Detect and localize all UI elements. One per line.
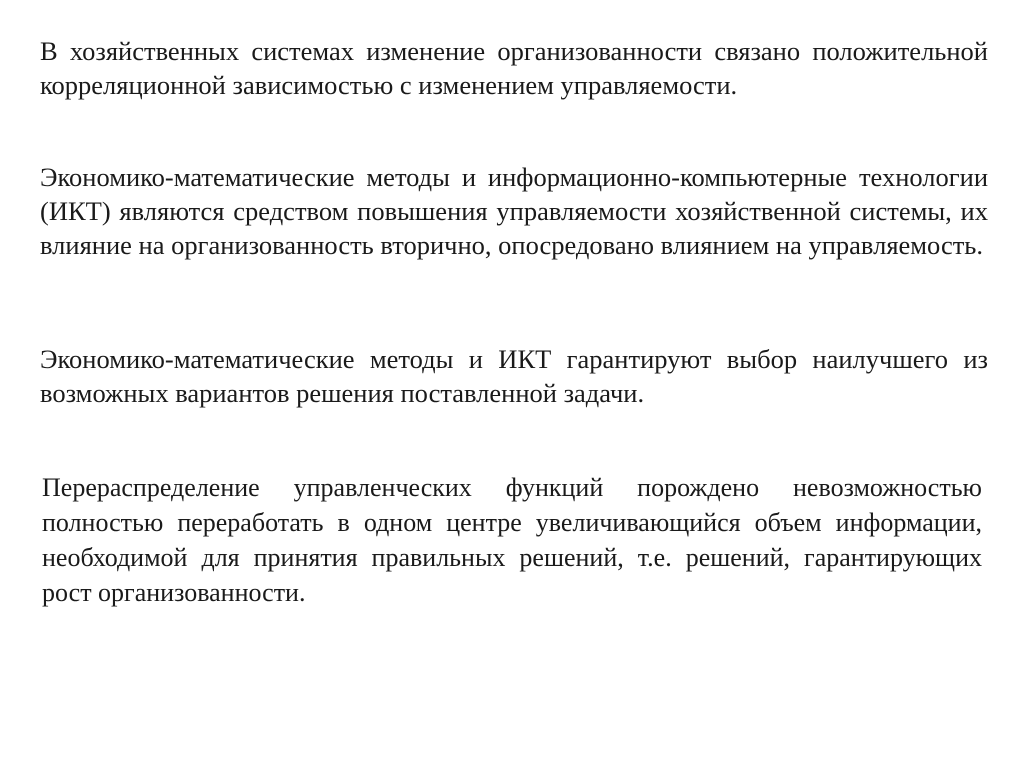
paragraph-methods-ict: Экономико-математические методы и информационно-компьютерные технологии (ИКТ) являются средством повышения управляемости хозяйственной системы, их влияние на организованность вторично, опосредовано влиянием на управляемость.	[40, 162, 988, 260]
paragraph-redistribution-functions: Перераспределение управленческих функций порождено невозможностью полностью переработать в одном центре увеличивающийся объем информации, необходимой для принятия правильных решений, т.е. решений, гарантирующих рост организованности.	[42, 473, 982, 607]
paragraph-organization-controllability: В хозяйственных системах изменение организованности связано положительной корреляционной зависимостью с изменением управляемости.	[40, 36, 988, 100]
paragraph-best-choice: Экономико-математические методы и ИКТ гарантируют выбор наилучшего из возможных вариантов решения поставленной задачи.	[40, 344, 988, 408]
